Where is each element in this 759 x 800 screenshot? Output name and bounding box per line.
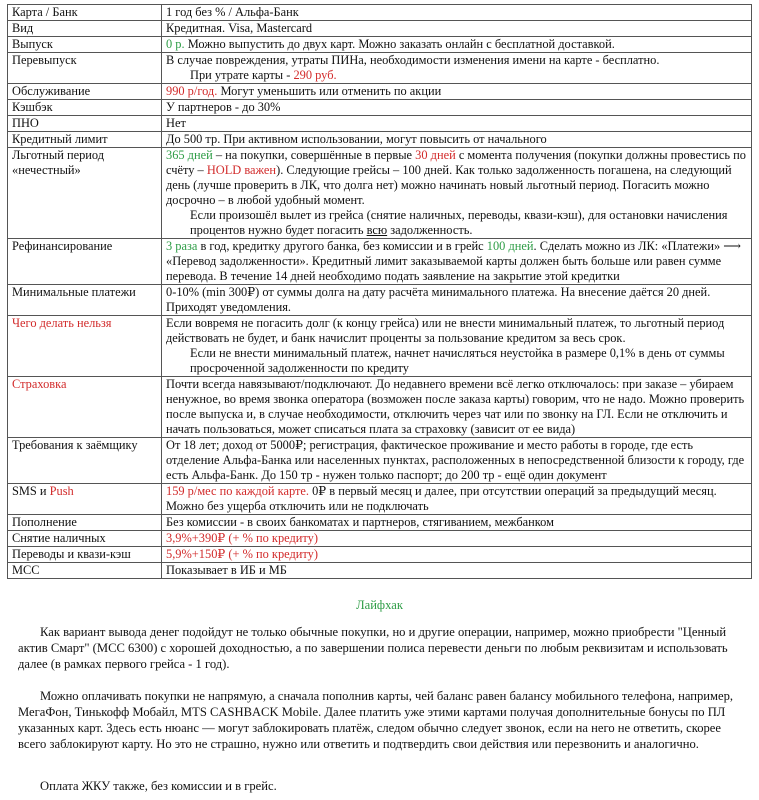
table-row xyxy=(8,563,752,579)
row-value: Без комиссии - в своих банкоматах и партнеров, стягиванием, межбанком xyxy=(162,515,752,531)
row-value: 990 р/год. Могут уменьшить или отменить по акции xyxy=(162,84,752,100)
row-label: Пополнение xyxy=(8,515,162,531)
row-value: 0-10% (min 300₽) от суммы долга на дату расчёта минимального платежа. На внесение даётся 20 дней. Приходят уведомления. xyxy=(162,285,752,316)
row-label: Переводы и квази-кэш xyxy=(8,547,162,563)
table-row xyxy=(8,484,752,515)
row-label: Требования к заёмщику xyxy=(8,438,162,484)
row-value: 365 дней – на покупки, совершённые в первые 30 дней с момента получения (покупки должны провестись по счёту – HOLD важен). Следующие грейсы – 100 дней. Как только задолженность погашена, на следующий день (лучше проверить в ЛК, что долга нет) можно начинать новый льготный период. Погасить можно досрочно – в любой удобный момент. Если произошёл вылет из грейса (снятие наличных, переводы, квази-кэш), для остановки начисления процентов нужно будет погасить всю задолженность. xyxy=(162,148,752,239)
row-label: ПНО xyxy=(8,116,162,132)
row-value: 1 год без % / Альфа-Банк xyxy=(162,5,752,21)
table-row xyxy=(8,100,752,116)
table-row xyxy=(8,285,752,316)
table-row xyxy=(8,132,752,148)
row-value: От 18 лет; доход от 5000₽; регистрация, фактическое проживание и место работы в городе, где есть отделение Альфа-Банка или населенных пунктах, расположенных в непосредственной близости к городу, где есть Альфа-Банк. До 150 тр - нужен только паспорт; до 200 тр - ещё один документ xyxy=(162,438,752,484)
table-row xyxy=(8,37,752,53)
row-value: 159 р/мес по каждой карте. 0₽ в первый месяц и далее, при отсутствии операций за предыдущий месяц. Можно без ущерба отключить или не подключать xyxy=(162,484,752,515)
table-row xyxy=(8,239,752,285)
row-label: Снятие наличных xyxy=(8,531,162,547)
table-row xyxy=(8,515,752,531)
table-row xyxy=(8,148,752,239)
paragraph-text: Можно оплачивать покупки не напрямую, а сначала пополнив карты, чей баланс равен балансу мобильного телефона, например, МегаФон, Тинькофф Мобайл, MTS CASHBACK Mobile. Далее платить уже этими картами получая дополнительные бонусы по ПЛ указанных карт. Здесь есть нюанс — могут заблокировать платёж, следом обычно следует звонок, если на него не ответить, скорее всего заблокируют карту. Но это не страшно, нужно или ответить и подтвердить свои действия или перезвонить и аналогично. xyxy=(18,689,734,751)
lifehack-heading: Лайфхак xyxy=(356,598,403,612)
lifehack-paragraph-2 xyxy=(18,688,740,752)
row-label: Вид xyxy=(8,21,162,37)
row-value: 3 раза в год, кредитку другого банка, без комиссии и в грейс 100 дней. Сделать можно из ЛК: «Платежи» ⟶ «Перевод задолженности». Кредитный лимит заказываемой карты должен быть больше или равен сумме перевода. В течение 14 дней необходимо подать заявление на закрытие этой кредитки xyxy=(162,239,752,285)
row-value: До 500 тр. При активном использовании, могут повысить от начального xyxy=(162,132,752,148)
row-value: У партнеров - до 30% xyxy=(162,100,752,116)
row-label: Чего делать нельзя xyxy=(8,316,162,377)
table-row xyxy=(8,53,752,84)
table-row xyxy=(8,21,752,37)
row-value: 3,9%+390₽ (+ % по кредиту) xyxy=(162,531,752,547)
row-value: Кредитная. Visa, Mastercard xyxy=(162,21,752,37)
card-info-body xyxy=(8,5,752,579)
row-value: В случае повреждения, утраты ПИНа, необходимости изменения имени на карте - бесплатно. При утрате карты - 290 руб. xyxy=(162,53,752,84)
table-row xyxy=(8,5,752,21)
row-label: Страховка xyxy=(8,377,162,438)
row-label: Минимальные платежи xyxy=(8,285,162,316)
row-value: Почти всегда навязывают/подключают. До недавнего времени всё легко отключалось: при заказе – убираем ненужное, во время звонка оператора (возможен после заказа карты) говорим, что не надо. Можно проверить после выпуска и, в случае необходимости, отключить через чат или по звонку на ГЛ. Если не отключить и начать пользоваться, может списаться плата за страховку (зависит от ее вида) xyxy=(162,377,752,438)
row-value: Если вовремя не погасить долг (к концу грейса) или не внести минимальный платеж, то льготный период действовать не будет, и банк начислит проценты за пользование кредитом за весь срок. Если не внести минимальный платеж, начнет начисляться неустойка в размере 0,1% в день от суммы просроченной задолженности по кредиту xyxy=(162,316,752,377)
table-row xyxy=(8,116,752,132)
lifehack-paragraph-1 xyxy=(18,624,740,672)
table-row xyxy=(8,84,752,100)
row-label: Обслуживание xyxy=(8,84,162,100)
row-label: Карта / Банк xyxy=(8,5,162,21)
row-label: МСС xyxy=(8,563,162,579)
lifehack-paragraph-3 xyxy=(18,778,740,794)
paragraph-text: Оплата ЖКУ также, без комиссии и в грейс. xyxy=(40,779,277,793)
table-row xyxy=(8,531,752,547)
table-row xyxy=(8,438,752,484)
row-label: Льготный период «нечестный» xyxy=(8,148,162,239)
row-label: Кэшбэк xyxy=(8,100,162,116)
row-value: 0 р. Можно выпустить до двух карт. Можно заказать онлайн с бесплатной доставкой. xyxy=(162,37,752,53)
table-row xyxy=(8,377,752,438)
row-value: Показывает в ИБ и МБ xyxy=(162,563,752,579)
row-label: Выпуск xyxy=(8,37,162,53)
row-value: 5,9%+150₽ (+ % по кредиту) xyxy=(162,547,752,563)
table-row xyxy=(8,316,752,377)
card-info-table xyxy=(7,4,752,579)
paragraph-text: Как вариант вывода денег подойдут не только обычные покупки, но и другие операции, например, можно приобрести "Ценный актив Смарт" (МСС 6300) с хорошей доходностью, а по завершении полиса перевести деньги по любым реквизитам и использовать далее (в рамках первого грейса - 1 год). xyxy=(18,625,728,671)
row-value: Нет xyxy=(162,116,752,132)
row-label: SMS и Push xyxy=(8,484,162,515)
row-label: Кредитный лимит xyxy=(8,132,162,148)
row-label: Перевыпуск xyxy=(8,53,162,84)
row-label: Рефинансирование xyxy=(8,239,162,285)
table-row xyxy=(8,547,752,563)
